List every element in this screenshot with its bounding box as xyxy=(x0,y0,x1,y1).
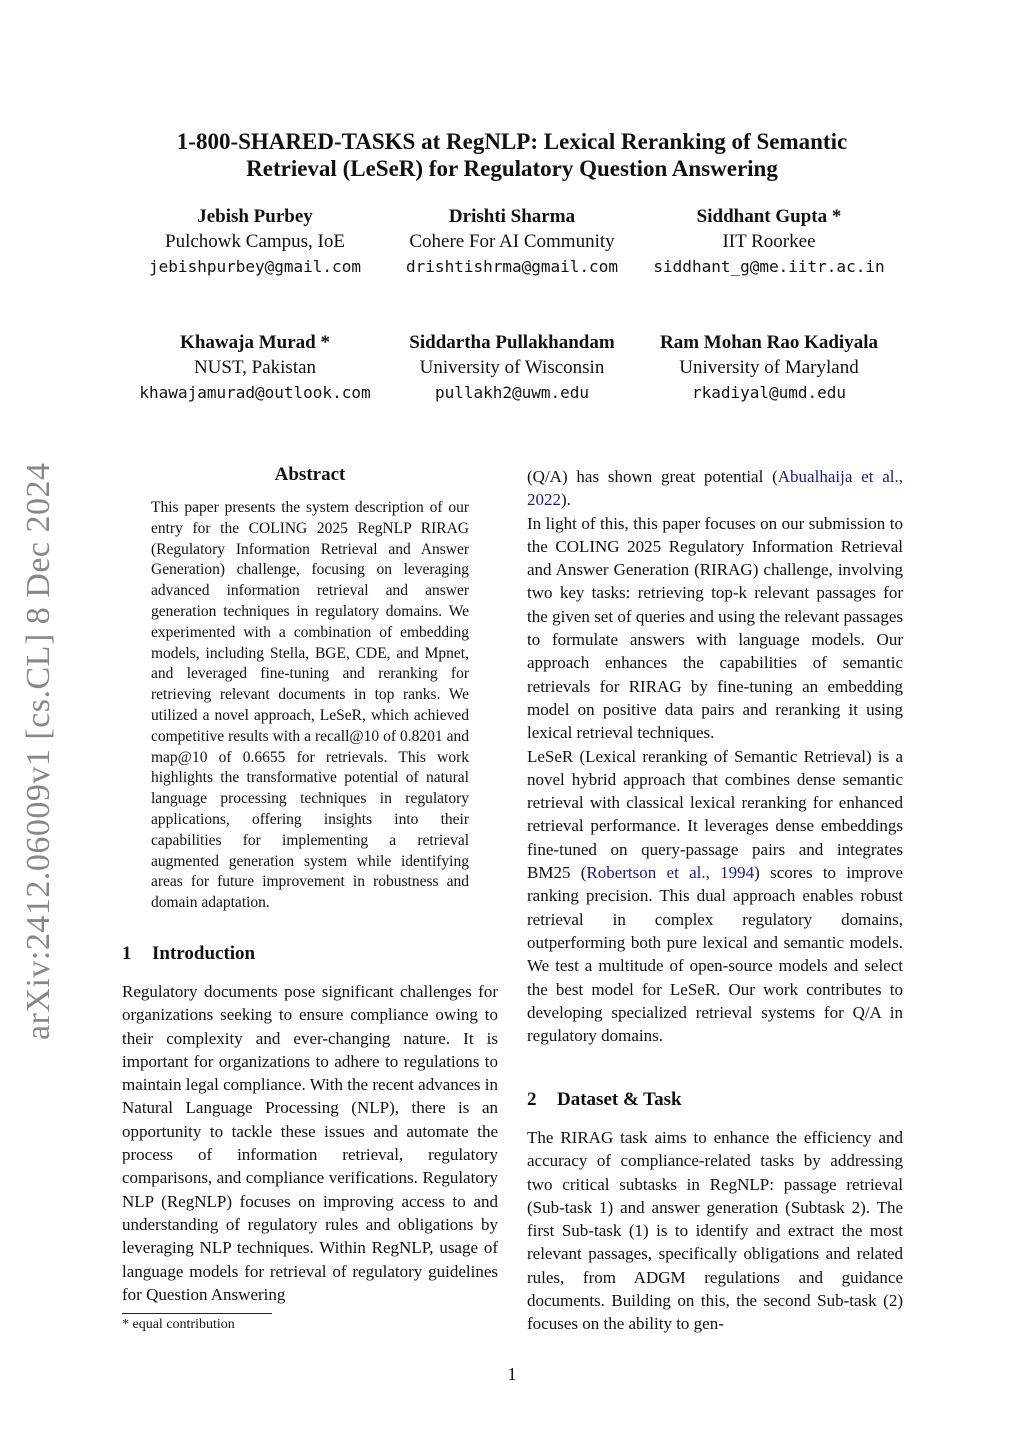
paragraph xyxy=(527,465,903,512)
author-affiliation: University of Maryland xyxy=(679,357,859,378)
author-block xyxy=(105,330,405,405)
section-heading-introduction xyxy=(122,942,255,966)
section-number: 2 xyxy=(527,1089,537,1110)
author-email[interactable]: khawajamurad@outlook.com xyxy=(139,383,371,402)
citation-link[interactable]: Robertson et al., 1994 xyxy=(586,863,755,883)
author-name: Siddhant Gupta * xyxy=(696,206,842,227)
abstract-heading: Abstract xyxy=(274,464,346,485)
text-run: LeSeR (Lexical reranking of Semantic Retrieval) is a novel hybrid approach that combines dense semantic retrieval with classical lexical reranking for enhanced retrieval performance. It leverages dense embeddings fine-tuned on query-passage pairs and integrates BM25 ( xyxy=(527,746,903,883)
section-number: 1 xyxy=(122,943,132,964)
title-line-1: 1-800-SHARED-TASKS at RegNLP: Lexical Reranking of Semantic xyxy=(176,129,848,154)
citation-link[interactable]: Abualhaija et al., 2022 xyxy=(527,467,903,510)
author-email[interactable]: rkadiyal@umd.edu xyxy=(691,383,847,402)
author-name: Siddartha Pullakhandam xyxy=(409,332,615,353)
introduction-text: Regulatory documents pose significant challenges for organizations seeking to ensure compliance owing to their complexity and ever-changing nature. It is important for organizations to adhere to regulations to maintain legal compliance. With the recent advances in Natural Language Processing (NLP), there is an opportunity to tackle these issues and automate the process of information retrieval, regulatory comparisons, and compliance verifications. Regulatory NLP (RegNLP) focuses on improving access to and understanding of regulatory rules and obligations by leveraging NLP techniques. Within RegNLP, usage of language models for retrieval of regulatory guidelines for Question Answering xyxy=(122,982,498,1304)
text-run: ) scores to improve ranking precision. This dual approach enables robust retrieval in complex regulatory domains, outperforming both pure lexical and semantic models. We test a multitude of open-source models and select the best model for LeSeR. Our work contributes to developing specialized retrieval systems for Q/A in regulatory domains. xyxy=(527,863,903,1046)
author-email[interactable]: jebishpurbey@gmail.com xyxy=(149,257,361,276)
author-affiliation: IIT Roorkee xyxy=(722,231,816,252)
author-block xyxy=(619,330,919,405)
author-name: Jebish Purbey xyxy=(197,206,313,227)
author-affiliation: Cohere For AI Community xyxy=(409,231,615,252)
author-block xyxy=(362,204,662,279)
author-affiliation: University of Wisconsin xyxy=(419,357,605,378)
dataset-task-text: The RIRAG task aims to enhance the efficiency and accuracy of compliance-related tasks by addressing two critical subtasks in RegNLP: passage retrieval (Sub-task 1) and answer generation (Subtask 2). The first Sub-task (1) is to identify and extract the most relevant passages, specifically obligations and related rules, from ADGM regulations and guidance documents. Building on this, the second Sub-task (2) focuses on the ability to gen- xyxy=(527,1128,903,1334)
paragraph xyxy=(527,745,903,1048)
author-block xyxy=(619,204,919,279)
author-email[interactable]: pullakh2@uwm.edu xyxy=(434,383,590,402)
author-name: Ram Mohan Rao Kadiyala xyxy=(660,332,878,353)
arxiv-stamp: arXiv:2412.06009v1 [cs.CL] 8 Dec 2024 xyxy=(20,462,57,1040)
author-block xyxy=(105,204,405,279)
author-name: Drishti Sharma xyxy=(448,206,576,227)
section-heading-dataset-task xyxy=(527,1088,682,1112)
abstract-text: This paper presents the system description of our entry for the COLING 2025 RegNLP RIRAG (Regulatory Information Retrieval and Answer Generation) challenge, focusing on leveraging advanced information retrieval and answer generation techniques in regulatory domains. We experimented with a combination of embedding models, including Stella, BGE, CDE, and Mpnet, and leveraged fine-tuning and reranking for retrieving relevant documents in top ranks. We utilized a novel approach, LeSeR, which achieved competitive results with a recall@10 of 0.8201 and map@10 of 0.6655 for retrievals. This work highlights the transformative potential of natural language processing techniques in regulatory applications, offering insights into their capabilities for implementing a retrieval augmented generation system while identifying areas for future improvement in robustness and domain adaptation. xyxy=(151,499,469,912)
author-block xyxy=(362,330,662,405)
text-run: ). xyxy=(561,490,571,510)
paper-title xyxy=(100,128,924,182)
title-line-2: Retrieval (LeSeR) for Regulatory Question Answering xyxy=(246,156,778,181)
section-title: Introduction xyxy=(152,943,256,964)
author-affiliation: Pulchowk Campus, IoE xyxy=(165,231,345,252)
text-run: (Q/A) has shown great potential ( xyxy=(527,467,778,486)
author-email[interactable]: siddhant_g@me.iitr.ac.in xyxy=(653,257,885,276)
footnote: * equal contribution xyxy=(122,1317,235,1332)
author-name: Khawaja Murad * xyxy=(180,332,330,353)
footnote-rule xyxy=(122,1313,272,1314)
paragraph: In light of this, this paper focuses on our submission to the COLING 2025 Regulatory Information Retrieval and Answer Generation (RIRAG) challenge, involving two key tasks: retrieving top-k relevant passages for the given set of queries and using the relevant passages to formulate answers with language models. Our approach enhances the capabilities of semantic retrievals for RIRAG by fine-tuning an embedding model on positive data pairs and reranking it using lexical retrieval techniques. xyxy=(527,513,903,743)
section-title: Dataset & Task xyxy=(557,1089,682,1110)
author-affiliation: NUST, Pakistan xyxy=(193,357,317,378)
right-column-text xyxy=(527,465,903,1047)
author-email[interactable]: drishtishrma@gmail.com xyxy=(406,257,618,276)
page-number: 1 xyxy=(507,1364,517,1384)
